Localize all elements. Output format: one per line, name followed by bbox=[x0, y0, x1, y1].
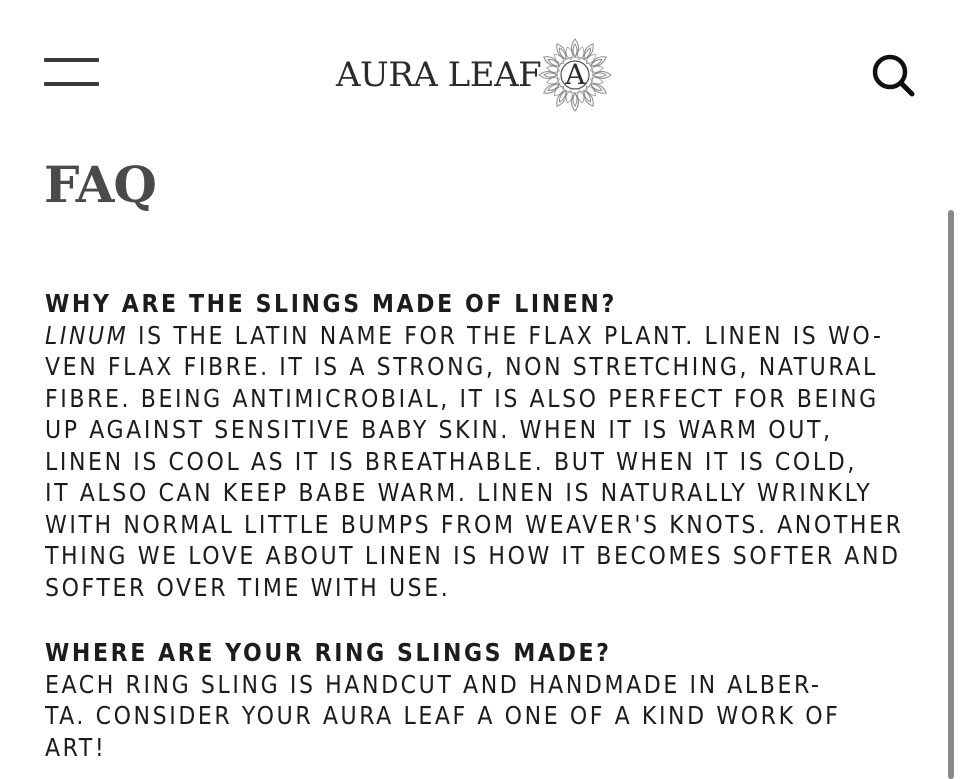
page-title: FAQ bbox=[44, 155, 156, 214]
brand-logo[interactable] bbox=[336, 34, 615, 116]
mandala-logo-icon bbox=[535, 35, 615, 115]
faq-answer bbox=[45, 320, 915, 604]
faq-answer-line: ART! bbox=[45, 732, 107, 762]
faq-answer bbox=[45, 669, 915, 764]
faq-question: WHERE ARE YOUR RING SLINGS MADE? bbox=[45, 638, 612, 667]
faq-answer-line: UP AGAINST SENSITIVE BABY SKIN. WHEN IT IS WARM OUT, bbox=[45, 415, 833, 444]
faq-answer-line: WITH NORMAL LITTLE BUMPS FROM WEAVER'S KNOTS. ANOTHER bbox=[45, 509, 904, 539]
faq-item bbox=[45, 637, 915, 763]
faq-answer-line: VEN FLAX FIBRE. IT IS A STRONG, NON STRETCHING, NATURAL bbox=[45, 352, 878, 381]
faq-answer-line: THING WE LOVE ABOUT LINEN IS HOW IT BECOMES SOFTER AND bbox=[45, 541, 901, 570]
scrollbar[interactable] bbox=[948, 210, 954, 779]
faq-answer-line: TA. CONSIDER YOUR AURA LEAF A ONE OF A KIND WORK OF bbox=[45, 701, 841, 730]
brand-name: AURA LEAF bbox=[336, 55, 542, 95]
faq-answer-line: FIBRE. BEING ANTIMICROBIAL, IT IS ALSO PERFECT FOR BEING bbox=[45, 383, 879, 413]
faq-answer-line: LINUM IS THE LATIN NAME FOR THE FLAX PLANT. LINEN IS WO- bbox=[45, 320, 884, 350]
menu-bar bbox=[44, 58, 99, 62]
faq-answer-line: IT ALSO CAN KEEP BABE WARM. LINEN IS NATURALLY WRINKLY bbox=[45, 478, 873, 507]
brand-logo-letter: A bbox=[565, 58, 586, 91]
faq-answer-emphasis: LINUM bbox=[45, 320, 129, 350]
search-icon[interactable] bbox=[868, 50, 918, 100]
menu-bar bbox=[44, 82, 99, 86]
faq-answer-line: LINEN IS COOL AS IT IS BREATHABLE. BUT WHEN IT IS COLD, bbox=[45, 446, 857, 476]
site-header bbox=[0, 0, 960, 140]
hamburger-menu-icon[interactable] bbox=[44, 58, 100, 90]
faq-list bbox=[45, 288, 915, 779]
faq-answer-line: EACH RING SLING IS HANDCUT AND HANDMADE IN ALBER- bbox=[45, 669, 822, 699]
faq-answer-line: SOFTER OVER TIME WITH USE. bbox=[45, 572, 451, 602]
faq-question: WHY ARE THE SLINGS MADE OF LINEN? bbox=[45, 289, 617, 318]
faq-item bbox=[45, 288, 915, 603]
